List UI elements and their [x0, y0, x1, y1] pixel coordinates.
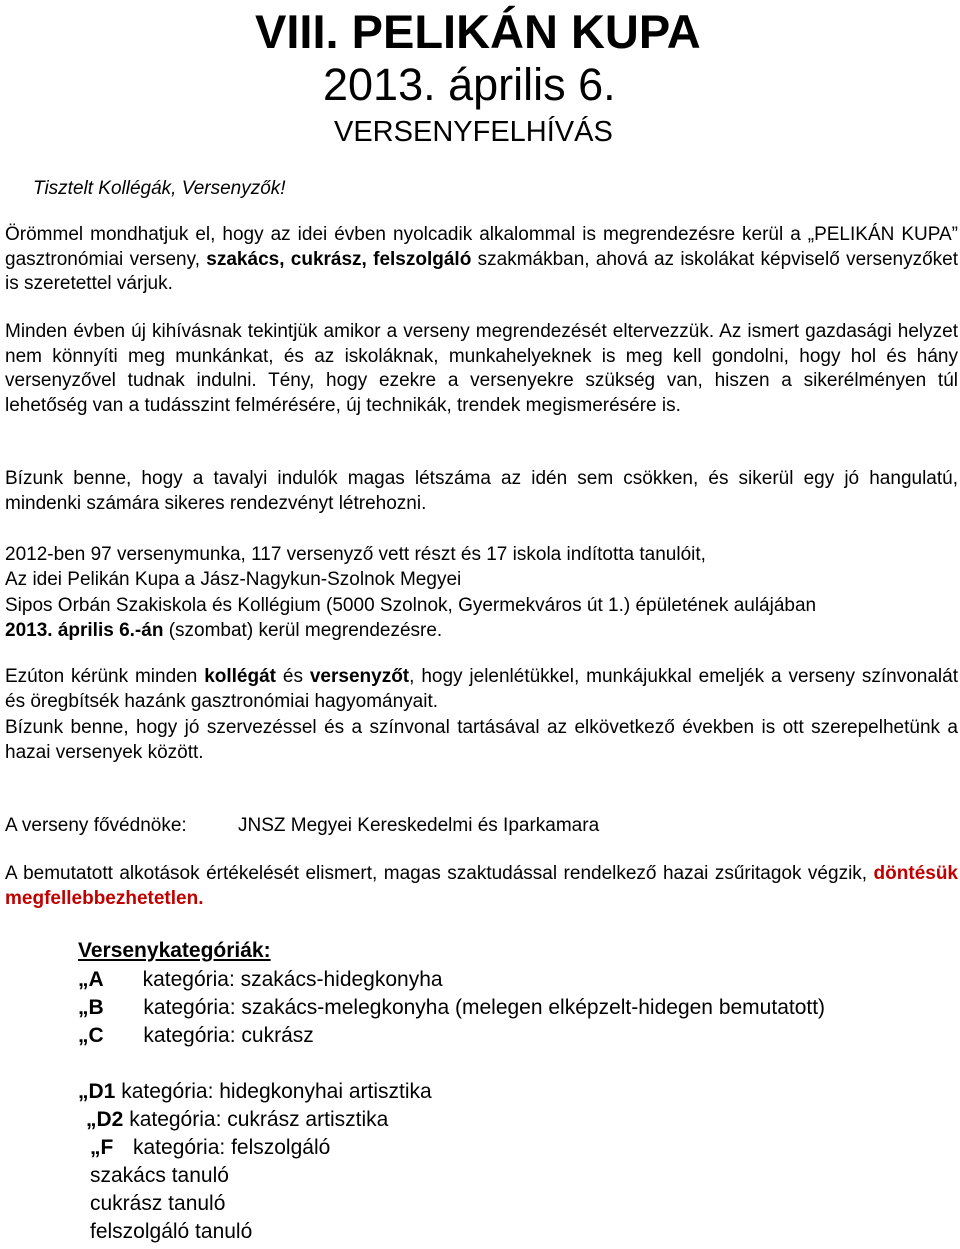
- intro-trades: szakács, cukrász, felszolgáló: [206, 248, 472, 270]
- category-b: [78, 994, 825, 1022]
- category-text: kategória: felszolgáló: [127, 1136, 331, 1159]
- category-d1: [78, 1078, 432, 1106]
- category-code: „A: [78, 968, 109, 991]
- category-student-cook: szakács tanuló: [90, 1164, 229, 1187]
- date-line-rest: (szombat) kerül megrendezésre.: [163, 620, 443, 641]
- intro-text-c: szakmákban, ahová az iskolákat képviselő versenyzőket is szeretettel várjuk.: [5, 248, 959, 294]
- invitation-paragraph: [5, 665, 958, 714]
- patron-value: JNSZ Megyei Kereskedelmi és Iparkamara: [238, 815, 600, 836]
- category-code: „C: [78, 1024, 110, 1047]
- category-student-waiter: felszolgáló tanuló: [90, 1220, 253, 1243]
- event-date-bold: 2013. április 6.-án: [5, 620, 164, 641]
- category-a: [78, 966, 443, 994]
- category-c: [78, 1022, 314, 1050]
- categories-heading: Versenykategóriák:: [78, 939, 271, 962]
- invitation-text-e: , hogy jelenlétükkel, munkájukkal emeljék a verseny színvonalát és öregbítsék hazánk gasztronómiai hagyományait.: [5, 666, 958, 712]
- jury-text: A bemutatott alkotások értékelését elismert, magas szaktudással rendelkező hazai zsűritagok végzik,: [5, 863, 874, 884]
- intro-paragraph: [5, 223, 958, 297]
- category-text: kategória: szakács-hidegkonyha: [136, 968, 443, 991]
- category-code: „F: [90, 1136, 120, 1159]
- venue-line-1: Az idei Pelikán Kupa a Jász-Nagykun-Szolnok Megyei: [5, 569, 462, 590]
- patron-label: A verseny fővédnöke:: [5, 815, 187, 836]
- page-title: VIII. PELIKÁN KUPA: [255, 5, 701, 58]
- invitation-text-a: Ezúton kérünk minden: [5, 666, 205, 687]
- intro-text-a: Örömmel mondhatjuk el, hogy az idei évben nyolcadik alkalommal is megrendezésre kerül a „PELIKÁN KUPA” gasztronómiai verseny,: [5, 224, 958, 270]
- venue-line-2: Sipos Orbán Szakiskola és Kollégium (5000 Szolnok, Gyermekváros út 1.) épületének aulájában: [5, 595, 817, 616]
- category-code: „D1: [78, 1080, 122, 1103]
- category-student-pastry: cukrász tanuló: [90, 1192, 226, 1215]
- page-subtitle: VERSENYFELHÍVÁS: [334, 116, 613, 148]
- hope-paragraph: Bízunk benne, hogy a tavalyi indulók magas létszáma az idén sem csökken, és sikerül egy jó hangulatú, mindenki számára sikeres rendezvényt létrehozni.: [5, 468, 958, 514]
- colleague-bold: kollégát: [204, 666, 276, 687]
- category-code: „D2: [86, 1108, 130, 1131]
- jury-final-notice: döntésük megfellebbezhetetlen.: [5, 863, 958, 909]
- future-paragraph: Bízunk benne, hogy jó szervezéssel és a színvonal tartásával az elkövetkező években is ott szerepelhetünk a hazai versenyek között.: [5, 717, 958, 763]
- competitor-bold: versenyzőt: [309, 666, 410, 687]
- stats-line: 2012-ben 97 versenymunka, 117 versenyző vett részt és 17 iskola indította tanulóit,: [5, 544, 706, 565]
- category-text: kategória: hidegkonyhai artisztika: [121, 1080, 432, 1103]
- greeting: Tisztelt Kollégák, Versenyzők!: [33, 178, 286, 199]
- category-text: kategória: szakács-melegkonyha (melegen elképzelt-hidegen bemutatott): [137, 996, 826, 1019]
- category-d2: [86, 1106, 388, 1134]
- event-date: 2013. április 6.: [323, 59, 616, 110]
- category-text: kategória: cukrász artisztika: [129, 1108, 389, 1131]
- category-code: „B: [78, 996, 110, 1019]
- date-line: [5, 619, 442, 643]
- category-f: [90, 1134, 330, 1162]
- invitation-text-c: és: [276, 666, 310, 687]
- jury-paragraph: [5, 862, 958, 911]
- category-text: kategória: cukrász: [137, 1024, 314, 1047]
- challenge-paragraph: Minden évben új kihívásnak tekintjük amikor a verseny megrendezését eltervezzük. Az ismert gazdasági helyzet nem könnyíti meg munkánkat, és az iskoláknak, munkahelyeknek is meg kell gondolni, hogy hol és hány versenyzővel tudnak indulni. Tény, hogy ezekre a versenyekre szükség van, hiszen a sikerélményen túl lehetőség van a tudásszint felmérésére, új technikák, trendek megismerésére is.: [5, 321, 958, 416]
